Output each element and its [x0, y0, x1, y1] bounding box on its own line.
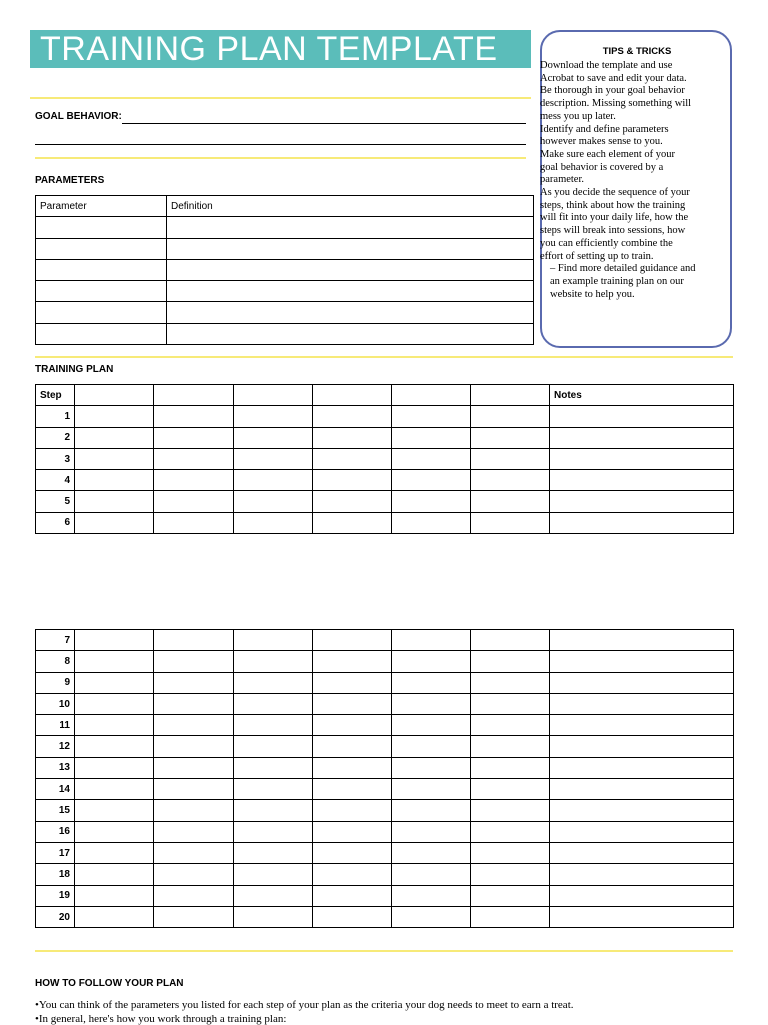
plan-cell[interactable]: [234, 385, 313, 406]
how-to-heading: HOW TO FOLLOW YOUR PLAN: [35, 978, 184, 989]
tips-body: [540, 60, 726, 301]
plan-cell[interactable]: [392, 385, 471, 406]
notes-cell[interactable]: [550, 427, 734, 448]
plan-cell[interactable]: [313, 406, 392, 427]
plan-cell[interactable]: [471, 736, 550, 757]
table-row: [36, 448, 734, 469]
table-row: [36, 821, 734, 842]
tips-line: Make sure each element of your: [540, 148, 675, 160]
plan-cell[interactable]: [313, 427, 392, 448]
plan-cell[interactable]: [392, 512, 471, 533]
plan-cell[interactable]: [471, 427, 550, 448]
plan-cell[interactable]: [154, 864, 234, 885]
plan-cell[interactable]: [471, 630, 550, 651]
plan-cell[interactable]: [471, 693, 550, 714]
notes-cell[interactable]: [550, 779, 734, 800]
step-number: 2: [36, 427, 75, 448]
training-plan-table: [35, 384, 734, 534]
plan-cell[interactable]: [75, 630, 154, 651]
plan-cell[interactable]: [392, 906, 471, 927]
plan-cell[interactable]: [75, 448, 154, 469]
plan-cell[interactable]: [75, 512, 154, 533]
notes-cell[interactable]: [550, 842, 734, 863]
notes-cell[interactable]: [550, 470, 734, 491]
notes-cell[interactable]: [550, 672, 734, 693]
plan-cell[interactable]: [392, 406, 471, 427]
step-number: 17: [36, 842, 75, 863]
table-row: [36, 693, 734, 714]
how-to-line: •You can think of the parameters you listed for each step of your plan as the criteria your dog needs to meet to earn a treat.: [35, 999, 574, 1011]
step-number: 19: [36, 885, 75, 906]
table-row: [36, 259, 534, 280]
plan-cell[interactable]: [392, 448, 471, 469]
tips-line: description. Missing something will: [540, 98, 692, 110]
plan-cell[interactable]: [313, 842, 392, 863]
plan-cell[interactable]: [313, 800, 392, 821]
step-number: 7: [36, 630, 75, 651]
column-header: Definition: [167, 196, 534, 217]
table-row: [36, 323, 534, 344]
plan-cell[interactable]: [313, 906, 392, 927]
notes-cell[interactable]: [550, 491, 734, 512]
definition-cell[interactable]: [167, 323, 534, 344]
step-number: 13: [36, 757, 75, 778]
table-row: [36, 779, 734, 800]
plan-cell[interactable]: [234, 512, 313, 533]
plan-cell[interactable]: [75, 906, 154, 927]
plan-cell[interactable]: [75, 757, 154, 778]
table-row: [36, 864, 734, 885]
table-row: [36, 491, 734, 512]
plan-cell[interactable]: [313, 736, 392, 757]
plan-cell[interactable]: [75, 693, 154, 714]
plan-cell[interactable]: [234, 715, 313, 736]
plan-cell[interactable]: [154, 651, 234, 672]
notes-cell[interactable]: [550, 864, 734, 885]
table-row: [36, 238, 534, 259]
step-number: 1: [36, 406, 75, 427]
plan-cell[interactable]: [154, 630, 234, 651]
table-row: [36, 715, 734, 736]
parameters-table: [35, 195, 534, 345]
plan-cell[interactable]: [313, 448, 392, 469]
definition-cell[interactable]: [167, 302, 534, 323]
step-number: 20: [36, 906, 75, 927]
plan-cell[interactable]: [471, 448, 550, 469]
plan-cell[interactable]: [392, 672, 471, 693]
notes-cell[interactable]: [550, 906, 734, 927]
tips-sub-line: – Find more detailed guidance and: [550, 263, 696, 275]
plan-cell[interactable]: [313, 757, 392, 778]
notes-cell[interactable]: [550, 693, 734, 714]
notes-cell[interactable]: [550, 800, 734, 821]
plan-cell[interactable]: [392, 757, 471, 778]
plan-cell[interactable]: [75, 864, 154, 885]
plan-cell[interactable]: [75, 385, 154, 406]
plan-cell[interactable]: [471, 672, 550, 693]
tips-line: Identify and define parameters: [540, 123, 669, 135]
tips-sub-line: website to help you.: [550, 288, 635, 300]
parameter-cell[interactable]: [36, 259, 167, 280]
plan-cell[interactable]: [471, 651, 550, 672]
plan-cell[interactable]: [313, 512, 392, 533]
notes-cell[interactable]: [550, 448, 734, 469]
plan-cell[interactable]: [471, 757, 550, 778]
tips-line: mess you up later.: [540, 110, 616, 122]
plan-cell[interactable]: [154, 385, 234, 406]
plan-cell[interactable]: [154, 491, 234, 512]
plan-cell[interactable]: [471, 779, 550, 800]
table-row: [36, 470, 734, 491]
step-number: 12: [36, 736, 75, 757]
table-row: [36, 842, 734, 863]
plan-cell[interactable]: [471, 491, 550, 512]
plan-cell[interactable]: [75, 842, 154, 863]
notes-cell[interactable]: [550, 736, 734, 757]
plan-cell[interactable]: [392, 651, 471, 672]
column-header: Parameter: [36, 196, 167, 217]
step-number: 11: [36, 715, 75, 736]
divider: [35, 950, 733, 952]
parameters-heading: PARAMETERS: [35, 175, 105, 186]
plan-cell[interactable]: [154, 800, 234, 821]
step-number: 8: [36, 651, 75, 672]
plan-cell[interactable]: [234, 693, 313, 714]
training-plan-heading: TRAINING PLAN: [35, 364, 114, 375]
plan-cell[interactable]: [313, 651, 392, 672]
table-row: [36, 800, 734, 821]
tips-title: TIPS & TRICKS: [602, 46, 672, 57]
plan-cell[interactable]: [234, 448, 313, 469]
step-number: 16: [36, 821, 75, 842]
definition-cell[interactable]: [167, 238, 534, 259]
plan-cell[interactable]: [75, 651, 154, 672]
plan-cell[interactable]: [234, 651, 313, 672]
plan-cell[interactable]: [234, 406, 313, 427]
plan-cell[interactable]: [154, 448, 234, 469]
plan-cell[interactable]: [471, 906, 550, 927]
notes-cell[interactable]: [550, 821, 734, 842]
plan-cell[interactable]: [154, 779, 234, 800]
tips-line: you can efficiently combine the: [540, 237, 673, 249]
table-row: [36, 651, 734, 672]
divider: [35, 356, 733, 358]
plan-cell[interactable]: [392, 821, 471, 842]
table-row: [36, 281, 534, 302]
plan-cell[interactable]: [234, 672, 313, 693]
step-number: 15: [36, 800, 75, 821]
plan-cell[interactable]: [75, 406, 154, 427]
plan-cell[interactable]: [313, 385, 392, 406]
plan-cell[interactable]: [154, 512, 234, 533]
plan-cell[interactable]: [154, 672, 234, 693]
plan-cell[interactable]: [392, 800, 471, 821]
plan-cell[interactable]: [234, 800, 313, 821]
plan-cell[interactable]: [471, 885, 550, 906]
plan-cell[interactable]: [154, 715, 234, 736]
plan-cell[interactable]: [234, 427, 313, 448]
plan-cell[interactable]: [471, 821, 550, 842]
plan-cell[interactable]: [471, 512, 550, 533]
tips-line: parameter.: [540, 174, 585, 186]
plan-cell[interactable]: [313, 821, 392, 842]
plan-cell[interactable]: [313, 864, 392, 885]
definition-cell[interactable]: [167, 217, 534, 238]
plan-cell[interactable]: [471, 470, 550, 491]
plan-cell[interactable]: [75, 427, 154, 448]
parameter-cell[interactable]: [36, 238, 167, 259]
goal-behavior-field-line-2[interactable]: [35, 144, 526, 145]
tips-line: steps, think about how the training: [540, 199, 686, 211]
notes-cell[interactable]: [550, 885, 734, 906]
table-row: [36, 406, 734, 427]
plan-cell[interactable]: [392, 470, 471, 491]
training-plan-table-continued: [35, 629, 734, 928]
plan-cell[interactable]: [154, 736, 234, 757]
plan-cell[interactable]: [471, 385, 550, 406]
plan-cell[interactable]: [234, 470, 313, 491]
plan-cell[interactable]: [75, 800, 154, 821]
notes-cell[interactable]: [550, 406, 734, 427]
plan-cell[interactable]: [75, 715, 154, 736]
notes-cell[interactable]: [550, 630, 734, 651]
step-number: 14: [36, 779, 75, 800]
page-title: TRAINING PLAN TEMPLATE: [40, 30, 498, 68]
plan-cell[interactable]: [313, 672, 392, 693]
plan-cell[interactable]: [234, 821, 313, 842]
notes-header: Notes: [550, 385, 734, 406]
plan-cell[interactable]: [154, 693, 234, 714]
goal-behavior-label: GOAL BEHAVIOR:: [35, 111, 122, 122]
parameter-cell[interactable]: [36, 302, 167, 323]
notes-cell[interactable]: [550, 512, 734, 533]
plan-cell[interactable]: [392, 630, 471, 651]
plan-cell[interactable]: [154, 427, 234, 448]
plan-cell[interactable]: [392, 693, 471, 714]
plan-cell[interactable]: [234, 757, 313, 778]
table-row: [36, 630, 734, 651]
plan-cell[interactable]: [392, 427, 471, 448]
plan-cell[interactable]: [313, 491, 392, 512]
step-header: Step: [36, 385, 75, 406]
notes-cell[interactable]: [550, 651, 734, 672]
plan-cell[interactable]: [471, 715, 550, 736]
table-row: [36, 302, 534, 323]
plan-cell[interactable]: [75, 885, 154, 906]
table-row: [36, 757, 734, 778]
step-number: 3: [36, 448, 75, 469]
plan-cell[interactable]: [313, 715, 392, 736]
divider: [30, 97, 531, 99]
plan-cell[interactable]: [471, 406, 550, 427]
tips-line: As you decide the sequence of your: [540, 187, 690, 199]
parameter-cell[interactable]: [36, 323, 167, 344]
table-row: [36, 512, 734, 533]
plan-cell[interactable]: [234, 842, 313, 863]
plan-cell[interactable]: [471, 864, 550, 885]
plan-cell[interactable]: [392, 864, 471, 885]
step-number: 4: [36, 470, 75, 491]
plan-cell[interactable]: [234, 491, 313, 512]
step-number: 5: [36, 491, 75, 512]
plan-cell[interactable]: [392, 715, 471, 736]
plan-cell[interactable]: [392, 842, 471, 863]
goal-behavior-field-line-1[interactable]: [122, 123, 526, 124]
plan-cell[interactable]: [75, 736, 154, 757]
tips-sub-line: an example training plan on our: [550, 275, 684, 287]
step-number: 6: [36, 512, 75, 533]
plan-cell[interactable]: [313, 693, 392, 714]
plan-cell[interactable]: [154, 842, 234, 863]
plan-cell[interactable]: [75, 821, 154, 842]
tips-line: Download the template and use: [540, 60, 673, 71]
plan-cell[interactable]: [75, 491, 154, 512]
divider: [35, 157, 526, 159]
plan-cell[interactable]: [154, 885, 234, 906]
tips-line: effort of setting up to train.: [540, 250, 654, 262]
plan-cell[interactable]: [234, 864, 313, 885]
table-row: [36, 736, 734, 757]
plan-cell[interactable]: [313, 885, 392, 906]
plan-cell[interactable]: [313, 470, 392, 491]
plan-cell[interactable]: [75, 470, 154, 491]
plan-cell[interactable]: [392, 736, 471, 757]
plan-cell[interactable]: [154, 406, 234, 427]
parameter-cell[interactable]: [36, 281, 167, 302]
notes-cell[interactable]: [550, 757, 734, 778]
plan-cell[interactable]: [471, 800, 550, 821]
plan-cell[interactable]: [154, 470, 234, 491]
table-row: [36, 906, 734, 927]
tips-line: however makes sense to you.: [540, 136, 663, 148]
tips-line: Be thorough in your goal behavior: [540, 85, 685, 97]
table-header-row: [36, 385, 734, 406]
notes-cell[interactable]: [550, 715, 734, 736]
plan-cell[interactable]: [75, 779, 154, 800]
plan-cell[interactable]: [234, 736, 313, 757]
table-row: [36, 672, 734, 693]
definition-cell[interactable]: [167, 281, 534, 302]
plan-cell[interactable]: [234, 630, 313, 651]
how-to-line: •In general, here's how you work through a training plan:: [35, 1013, 287, 1025]
table-row: [36, 885, 734, 906]
table-row: [36, 427, 734, 448]
plan-cell[interactable]: [154, 906, 234, 927]
plan-cell[interactable]: [392, 885, 471, 906]
tips-line: steps will break into sessions, how: [540, 225, 686, 237]
definition-cell[interactable]: [167, 259, 534, 280]
plan-cell[interactable]: [154, 821, 234, 842]
step-number: 9: [36, 672, 75, 693]
plan-cell[interactable]: [392, 779, 471, 800]
plan-cell[interactable]: [154, 757, 234, 778]
plan-cell[interactable]: [471, 842, 550, 863]
plan-cell[interactable]: [313, 779, 392, 800]
plan-cell[interactable]: [75, 672, 154, 693]
step-number: 18: [36, 864, 75, 885]
table-row: [36, 217, 534, 238]
parameter-cell[interactable]: [36, 217, 167, 238]
table-header-row: [36, 196, 534, 217]
tips-line: will fit into your daily life, how the: [540, 212, 689, 224]
plan-cell[interactable]: [392, 491, 471, 512]
plan-cell[interactable]: [234, 885, 313, 906]
step-number: 10: [36, 693, 75, 714]
plan-cell[interactable]: [234, 906, 313, 927]
plan-cell[interactable]: [234, 779, 313, 800]
tips-line: Acrobat to save and edit your data.: [540, 72, 687, 84]
tips-line: goal behavior is covered by a: [540, 161, 664, 173]
plan-cell[interactable]: [313, 630, 392, 651]
